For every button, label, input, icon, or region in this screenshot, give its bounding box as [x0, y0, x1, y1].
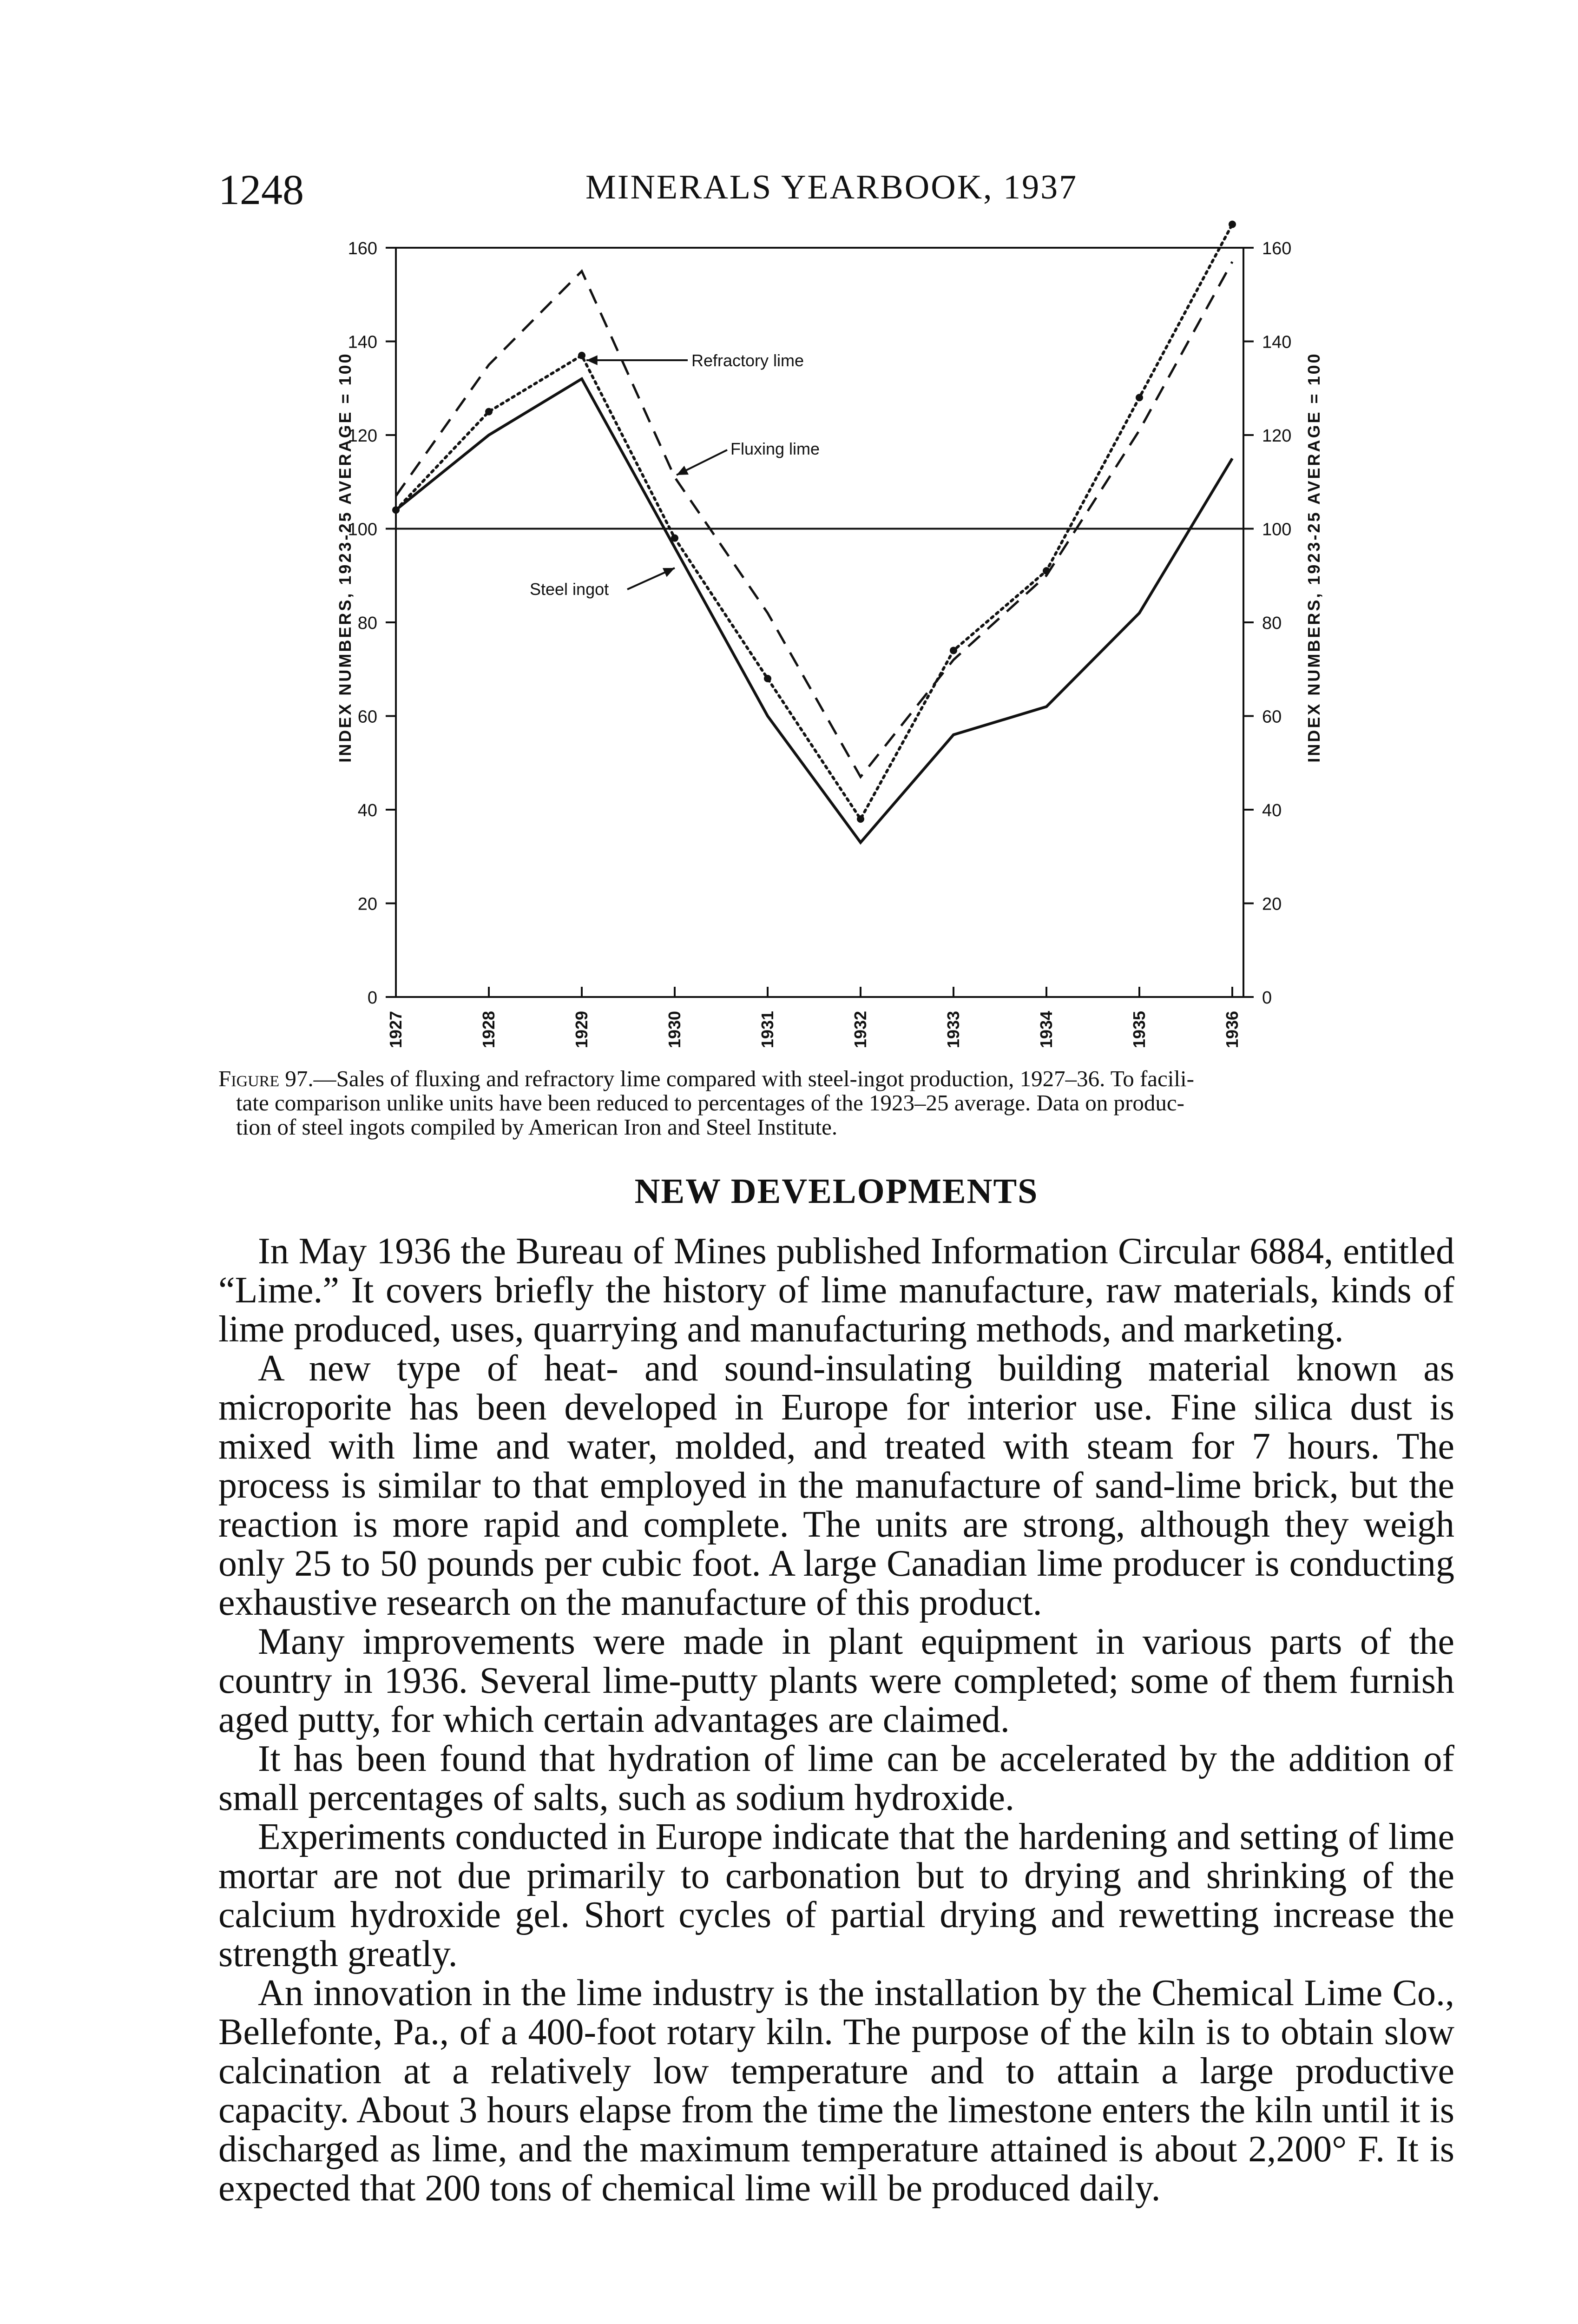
data-point-fluxing-lime: [485, 408, 493, 416]
y-tick-label-right: 140: [1262, 332, 1292, 352]
y-tick-label-right: 80: [1262, 614, 1282, 633]
y-tick-label-right: 0: [1262, 988, 1272, 1008]
caption-line-2: tate comparison unlike units have been reduced to percentages of the 1923–25 average. Data on produc-: [236, 1090, 1184, 1116]
y-tick-label-left: 20: [357, 894, 377, 914]
paragraph: A new type of heat- and sound-insulating building material known as microporite has been developed in Europe for interior use. Fine silica dust is mixed with lime and water, molded, and treated with steam for 7 hours. The process is similar to that employed in the manufacture of sand-lime brick, but the reaction is more rapid and complete. The units are strong, although they weigh only 25 to 50 pounds per cubic foot. A large Canadian lime producer is conducting exhaustive research on the manufacture of this product.: [218, 1348, 1454, 1623]
y-tick-label-right: 60: [1262, 707, 1282, 727]
annotation-label: Refractory lime: [691, 351, 804, 370]
y-tick-label-left: 140: [348, 332, 377, 352]
y-tick-label-right: 100: [1262, 520, 1292, 540]
x-tick-label: 1928: [479, 1011, 498, 1049]
section-heading: NEW DEVELOPMENTS: [634, 1172, 1039, 1211]
y-axis-title-right: INDEX NUMBERS, 1923-25 AVERAGE = 100: [1304, 352, 1323, 763]
x-tick-label: 1930: [665, 1011, 684, 1049]
running-title: MINERALS YEARBOOK, 1937: [585, 168, 1078, 206]
x-tick-label: 1934: [1037, 1011, 1056, 1049]
x-tick-label: 1935: [1130, 1011, 1149, 1049]
y-tick-label-right: 120: [1262, 426, 1292, 446]
y-tick-label-left: 160: [348, 239, 377, 258]
annotation-refractory-arrowhead: [586, 355, 598, 365]
data-point-fluxing-lime: [950, 647, 957, 654]
annotation-label: Fluxing lime: [730, 439, 820, 458]
paragraph: It has been found that hydration of lime can be accelerated by the addition of small percentages of salts, such as sodium hydroxide.: [218, 1738, 1454, 1818]
line-chart: [0, 0, 1578, 1064]
caption-line-3: tion of steel ingots compiled by American Iron and Steel Institute.: [236, 1114, 838, 1140]
y-tick-label-right: 40: [1262, 801, 1282, 820]
y-tick-label-right: 20: [1262, 894, 1282, 914]
y-tick-label-right: 160: [1262, 239, 1292, 258]
y-tick-label-left: 0: [367, 988, 377, 1008]
page-number: 1248: [218, 166, 304, 213]
caption-line-1: —Sales of fluxing and refractory lime compared with steel-ingot production, 1927–36. To facili-: [313, 1066, 1194, 1091]
x-tick-label: 1929: [572, 1011, 591, 1049]
y-tick-label-left: 80: [357, 614, 377, 633]
y-axis-title-left: INDEX NUMBERS, 1923-25 AVERAGE = 100: [335, 352, 355, 763]
y-tick-label-left: 40: [357, 801, 377, 820]
data-point-fluxing-lime: [1043, 567, 1050, 574]
y-tick-label-left: 60: [357, 707, 377, 727]
paragraph: In May 1936 the Bureau of Mines published Information Circular 6884, entitled “Lime.” It covers briefly the history of lime manufacture, raw materials, kinds of lime produced, uses, quarrying and manufacturing methods, and marketing.: [218, 1231, 1454, 1350]
paragraph: Experiments conducted in Europe indicate that the hardening and setting of lime mortar are not due primarily to carbonation but to drying and shrinking of the calcium hydroxide gel. Short cycles of partial drying and rewetting increase the strength greatly.: [218, 1816, 1454, 1974]
x-tick-label: 1932: [851, 1011, 870, 1049]
data-point-fluxing-lime: [764, 675, 771, 682]
y-tick-label-left: 120: [348, 426, 377, 446]
x-tick-label: 1931: [758, 1011, 777, 1049]
data-point-fluxing-lime: [857, 815, 864, 823]
series-line-refractory-lime: [396, 262, 1232, 777]
paragraph: Many improvements were made in plant equipment in various parts of the country in 1936. Several lime-putty plants were completed; some of them furnish aged putty, for which certain advantages are claimed.: [218, 1621, 1454, 1740]
data-point-fluxing-lime: [1229, 221, 1236, 228]
data-point-fluxing-lime: [578, 352, 585, 359]
figure-caption: [218, 1067, 1454, 1139]
series-line-fluxing-lime: [396, 224, 1232, 819]
x-tick-label: 1936: [1223, 1011, 1242, 1049]
data-point-fluxing-lime: [1136, 394, 1143, 401]
y-tick-label-left: 100: [348, 520, 377, 540]
section-body: [218, 1232, 1454, 2208]
x-tick-label: 1927: [386, 1011, 405, 1049]
x-tick-label: 1933: [944, 1011, 963, 1049]
figure-label: Figure 97.: [218, 1066, 314, 1091]
annotation-label: Steel ingot: [530, 580, 609, 599]
paragraph: An innovation in the lime industry is the installation by the Chemical Lime Co., Bellefonte, Pa., of a 400-foot rotary kiln. The purpose of the kiln is to obtain slow calcination at a relatively low temperature and to attain a large productive capacity. About 3 hours elapse from the time the limestone enters the kiln until it is discharged as lime, and the maximum temperature attained is about 2,200° F. It is expected that 200 tons of chemical lime will be produced daily.: [218, 1973, 1454, 2209]
